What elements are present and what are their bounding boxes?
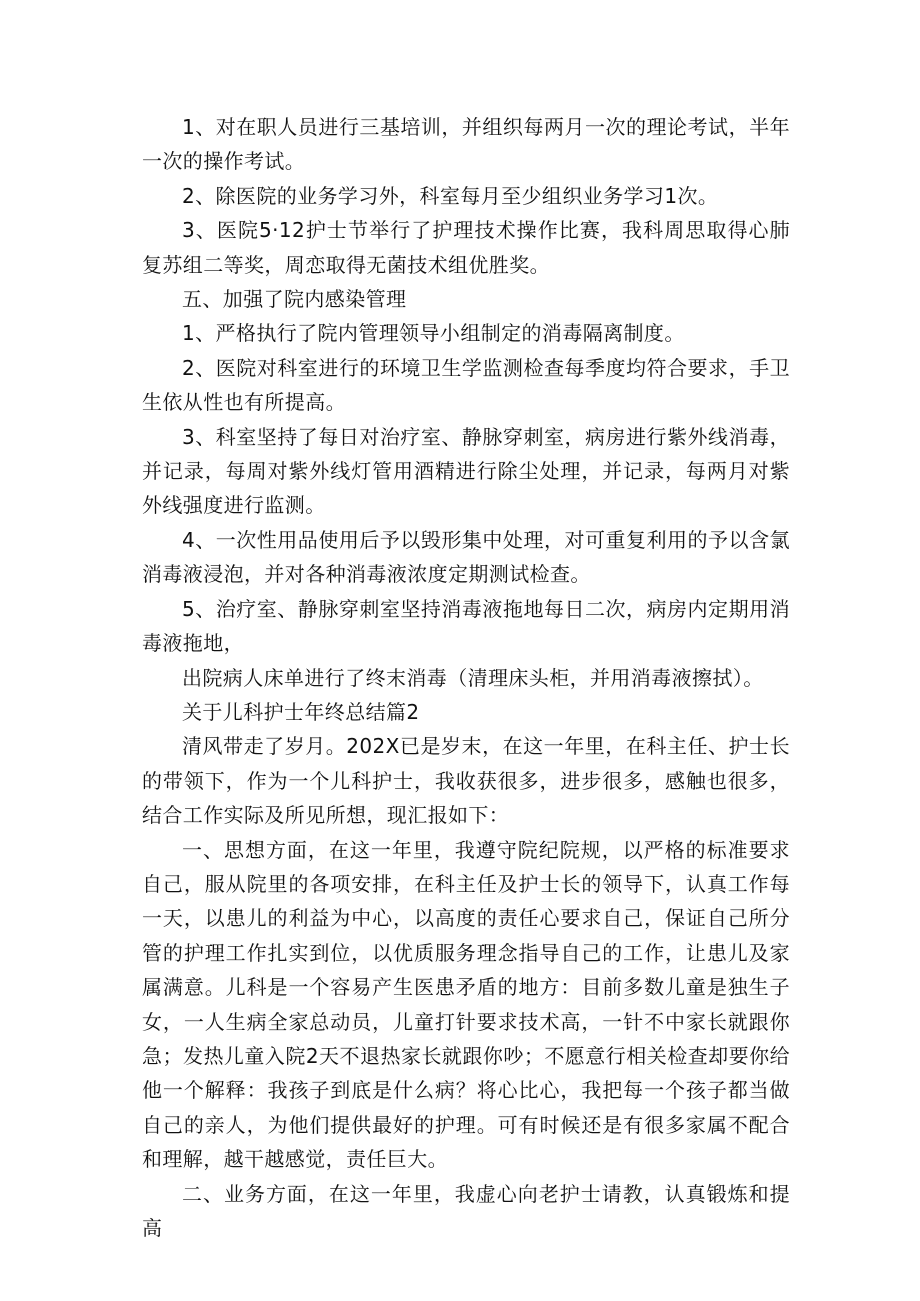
paragraph-training: 1、对在职人员进行三基培训，并组织每两月一次的理论考试，半年一次的操作考试。 [142,115,790,174]
paragraph-intro: 清风带走了岁月。202X已是岁末，在这一年里，在科主任、护士长的带领下，作为一个儿科护士，我收获很多，进步很多，感触也很多，结合工作实际及所见所想，现汇报如下： [142,734,790,828]
article-title-part2: 关于儿科护士年终总结篇2 [182,699,420,724]
paragraph-disinfection-system: 1、严格执行了院内管理领导小组制定的消毒隔离制度。 [182,321,685,346]
paragraph-nurses-day-contest: 3、医院5·12护士节举行了护理技术操作比赛，我科周思取得心肺复苏组二等奖，周恋取得无菌技术组优胜奖。 [142,218,790,277]
paragraph-disposables: 4、一次性用品使用后予以毁形集中处理，对可重复利用的予以含氯消毒液浸泡，并对各种消毒液浓度定期测试检查。 [142,527,790,587]
paragraph-terminal-disinfection: 出院病人床单进行了终末消毒（清理床头柜，并用消毒液擦拭）。 [182,665,764,690]
paragraph-ideology: 一、思想方面，在这一年里，我遵守院纪院规，以严格的标准要求自己，服从院里的各项安排，在科主任及护士长的领导下，认真工作每一天，以患儿的利益为中心，以高度的责任心要求自己，保证自己所分管的护理工作扎实到位，以优质服务理念指导自己的工作，让患儿及家属满意。儿科是一个容易产生医患矛盾的地方：目前多数儿童是独生子女，一人生病全家总动员，儿童打针要求技术高，一针不中家长就跟你急；发热儿童入院2天不退热家长就跟你吵；不愿意行相关检查却要你给他一个解释：我孩子到底是什么病？将心比心，我把每一个孩子都当做自己的亲人，为他们提供最好的护理。可有时候还是有很多家属不配合和理解，越干越感觉，责任巨大。 [142,837,790,1172]
section-heading-infection-control: 五、加强了院内感染管理 [182,287,407,312]
paragraph-uv-disinfection: 3、科室坚持了每日对治疗室、静脉穿刺室，病房进行紫外线消毒，并记录，每周对紫外线灯管用酒精进行除尘处理，并记录，每两月对紫外线强度进行监测。 [142,424,790,518]
paragraph-floor-mopping: 5、治疗室、静脉穿刺室坚持消毒液拖地每日二次，病房内定期用消毒液拖地， [142,596,790,656]
paragraph-hygiene-monitoring: 2、医院对科室进行的环境卫生学监测检查每季度均符合要求，手卫生依从性也有所提高。 [142,355,790,415]
document-body [142,110,790,1245]
paragraph-monthly-study: 2、除医院的业务学习外，科室每月至少组织业务学习1次。 [182,183,719,208]
paragraph-professional: 二、业务方面，在这一年里，我虚心向老护士请教，认真锻炼和提高 [142,1181,790,1240]
